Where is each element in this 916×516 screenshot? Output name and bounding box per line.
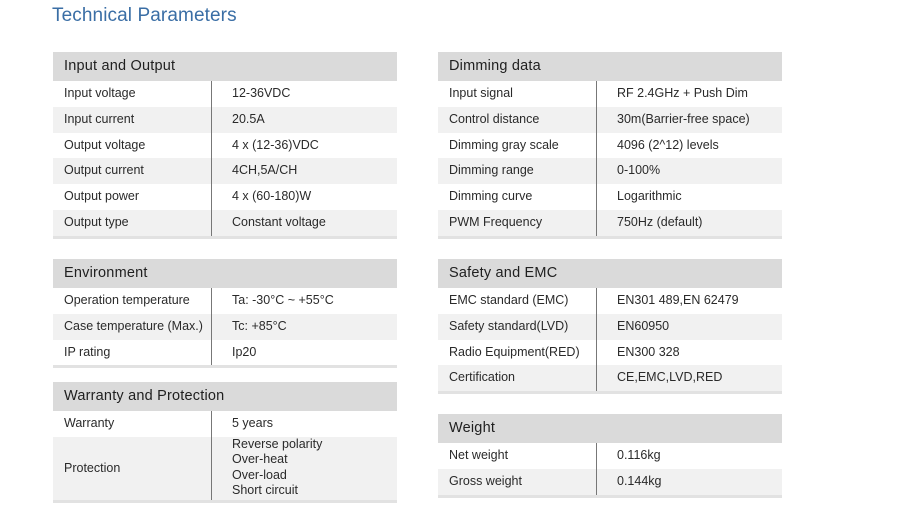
table-row <box>438 443 782 469</box>
table-row <box>438 81 782 107</box>
input-output-section <box>53 52 397 239</box>
row-label: Input voltage <box>53 81 212 107</box>
row-value: Over-heat <box>232 452 288 467</box>
row-label: EMC standard (EMC) <box>438 288 597 314</box>
table-row <box>53 210 397 236</box>
weight-section <box>438 414 782 498</box>
table-row <box>438 158 782 184</box>
row-value: 5 years <box>232 416 273 430</box>
row-label: Operation temperature <box>53 288 212 314</box>
row-label: Case temperature (Max.) <box>53 314 212 340</box>
row-label: Protection <box>53 437 212 500</box>
section-header: Safety and EMC <box>438 259 782 288</box>
warranty-section <box>53 382 397 503</box>
warranty-table <box>53 411 397 503</box>
weight-table <box>438 443 782 498</box>
row-value: Ta: -30°C ~ +55°C <box>232 293 334 307</box>
row-label: PWM Frequency <box>438 210 597 236</box>
row-label: Input current <box>53 107 212 133</box>
row-value: 4096 (2^12) levels <box>617 137 719 152</box>
page-title: Technical Parameters <box>52 5 237 26</box>
protection-values <box>212 437 397 500</box>
table-row <box>438 184 782 210</box>
row-label: Output power <box>53 184 212 210</box>
table-row <box>438 365 782 391</box>
table-row <box>438 288 782 314</box>
row-value: EN301 489,EN 62479 <box>617 293 739 307</box>
row-label: Input signal <box>438 81 597 107</box>
row-label: Dimming gray scale <box>438 133 597 159</box>
table-row <box>438 469 782 495</box>
dimming-table <box>438 81 782 239</box>
table-row <box>438 107 782 133</box>
row-value: 0.116kg <box>617 448 661 462</box>
row-label: Gross weight <box>438 469 597 495</box>
row-value: 4CH,5A/CH <box>232 163 298 178</box>
row-value: Ip20 <box>232 344 257 359</box>
section-header: Environment <box>53 259 397 288</box>
row-value: EN60950 <box>617 318 670 333</box>
table-row <box>438 340 782 366</box>
row-label: Output type <box>53 210 212 236</box>
table-row <box>53 340 397 366</box>
table-row <box>53 437 397 500</box>
section-header: Dimming data <box>438 52 782 81</box>
section-header: Warranty and Protection <box>53 382 397 411</box>
row-label: Warranty <box>53 411 212 437</box>
row-value: Logarithmic <box>617 189 682 204</box>
row-value: RF 2.4GHz + Push Dim <box>617 86 748 100</box>
environment-section <box>53 259 397 368</box>
row-label: Dimming range <box>438 158 597 184</box>
row-label: Safety standard(LVD) <box>438 314 597 340</box>
table-row <box>53 184 397 210</box>
row-value: Constant voltage <box>232 214 326 229</box>
table-row <box>438 210 782 236</box>
safety-section <box>438 259 782 394</box>
environment-table <box>53 288 397 368</box>
row-label: Control distance <box>438 107 597 133</box>
row-label: Radio Equipment(RED) <box>438 340 597 366</box>
row-value: EN300 328 <box>617 344 680 359</box>
row-value: CE,EMC,LVD,RED <box>617 370 723 385</box>
row-value: 20.5A <box>232 111 265 126</box>
row-value: Short circuit <box>232 483 298 498</box>
safety-table <box>438 288 782 394</box>
row-value: 30m(Barrier-free space) <box>617 111 750 126</box>
row-value: 4 x (12-36)VDC <box>232 137 319 152</box>
table-row <box>53 133 397 159</box>
row-value: Reverse polarity <box>232 436 323 451</box>
row-label: Certification <box>438 365 597 391</box>
row-value: 12-36VDC <box>232 86 291 100</box>
row-label: IP rating <box>53 340 212 366</box>
table-row <box>53 411 397 437</box>
table-row <box>53 314 397 340</box>
row-label: Dimming curve <box>438 184 597 210</box>
table-row <box>53 158 397 184</box>
row-value: Tc: +85°C <box>232 318 287 333</box>
table-row <box>53 107 397 133</box>
row-value: 0-100% <box>617 163 661 178</box>
table-row <box>53 288 397 314</box>
row-value: 0.144kg <box>617 473 662 488</box>
section-header: Input and Output <box>53 52 397 81</box>
table-row <box>438 314 782 340</box>
row-value: 4 x (60-180)W <box>232 189 312 204</box>
row-label: Output voltage <box>53 133 212 159</box>
table-row <box>53 81 397 107</box>
row-label: Output current <box>53 158 212 184</box>
row-value: Over-load <box>232 467 287 482</box>
dimming-section <box>438 52 782 239</box>
input-output-table <box>53 81 397 239</box>
row-label: Net weight <box>438 443 597 469</box>
table-row <box>438 133 782 159</box>
section-header: Weight <box>438 414 782 443</box>
row-value: 750Hz (default) <box>617 214 703 229</box>
